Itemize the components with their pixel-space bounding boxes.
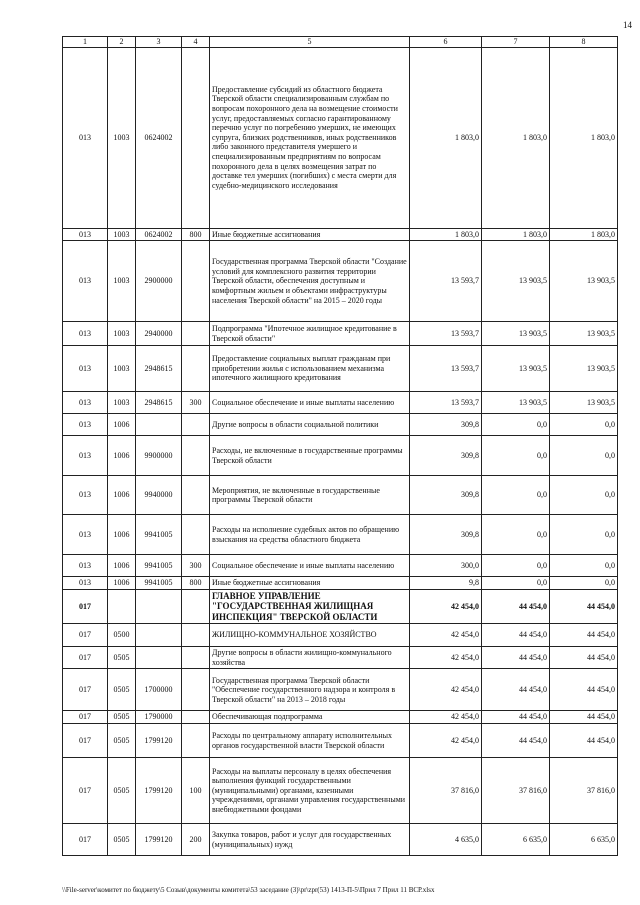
description-cell: Другие вопросы в области социальной политики (210, 414, 410, 436)
column-header: 1 (63, 37, 108, 48)
code-cell: 800 (182, 228, 210, 241)
amount-cell: 13 903,5 (550, 322, 618, 346)
code-cell (136, 624, 182, 647)
code-cell: 013 (63, 414, 108, 436)
description-cell: Предоставление социальных выплат гражданам при приобретении жилья с использованием механизма ипотечного жилищного кредитования (210, 346, 410, 392)
amount-cell: 13 903,5 (550, 241, 618, 322)
amount-cell: 13 593,7 (410, 346, 482, 392)
amount-cell: 42 454,0 (410, 589, 482, 624)
code-cell: 2900000 (136, 241, 182, 322)
code-cell (182, 711, 210, 724)
code-cell: 0624002 (136, 228, 182, 241)
code-cell: 1006 (108, 436, 136, 476)
file-path-footer: \\File-server\комитет по бюджету\5 Созыв\документы комитета\53 заседание (3)\pr\zpr(53) 1413-П-5\Прил 7 Прил 11 ВСР.xlsx (62, 886, 435, 894)
table-row (63, 669, 618, 711)
code-cell: 017 (63, 724, 108, 758)
code-cell: 0500 (108, 624, 136, 647)
code-cell: 017 (63, 824, 108, 856)
amount-cell: 44 454,0 (482, 711, 550, 724)
amount-cell: 1 803,0 (410, 47, 482, 228)
code-cell (182, 322, 210, 346)
table-row (63, 647, 618, 669)
amount-cell: 309,8 (410, 414, 482, 436)
code-cell (136, 414, 182, 436)
code-cell (136, 647, 182, 669)
code-cell (182, 669, 210, 711)
code-cell: 1006 (108, 555, 136, 577)
code-cell: 9900000 (136, 436, 182, 476)
code-cell: 013 (63, 322, 108, 346)
code-cell: 100 (182, 758, 210, 824)
code-cell: 013 (63, 515, 108, 555)
amount-cell: 44 454,0 (550, 724, 618, 758)
code-cell: 0505 (108, 758, 136, 824)
amount-cell: 13 593,7 (410, 241, 482, 322)
column-header: 4 (182, 37, 210, 48)
description-cell: Социальное обеспечение и иные выплаты населению (210, 555, 410, 577)
code-cell: 1006 (108, 414, 136, 436)
amount-cell: 309,8 (410, 436, 482, 476)
code-cell: 1003 (108, 392, 136, 414)
code-cell: 200 (182, 824, 210, 856)
code-cell: 0505 (108, 647, 136, 669)
description-cell: Другие вопросы в области жилищно-коммунального хозяйства (210, 647, 410, 669)
budget-table (62, 36, 618, 856)
amount-cell: 13 903,5 (550, 392, 618, 414)
amount-cell: 44 454,0 (482, 724, 550, 758)
amount-cell: 44 454,0 (482, 624, 550, 647)
code-cell: 1006 (108, 577, 136, 590)
code-cell (182, 515, 210, 555)
amount-cell: 0,0 (482, 577, 550, 590)
amount-cell: 37 816,0 (482, 758, 550, 824)
table-header-row (63, 37, 618, 48)
code-cell: 1003 (108, 241, 136, 322)
amount-cell: 0,0 (482, 555, 550, 577)
code-cell (182, 476, 210, 515)
code-cell: 1790000 (136, 711, 182, 724)
code-cell: 0624002 (136, 47, 182, 228)
amount-cell: 13 903,5 (482, 322, 550, 346)
amount-cell: 13 903,5 (550, 346, 618, 392)
code-cell: 013 (63, 47, 108, 228)
amount-cell: 13 903,5 (482, 392, 550, 414)
code-cell: 0505 (108, 824, 136, 856)
code-cell: 2948615 (136, 346, 182, 392)
code-cell (182, 624, 210, 647)
amount-cell: 44 454,0 (550, 669, 618, 711)
table-row (63, 824, 618, 856)
column-header: 8 (550, 37, 618, 48)
code-cell: 9940000 (136, 476, 182, 515)
amount-cell: 42 454,0 (410, 711, 482, 724)
column-header: 5 (210, 37, 410, 48)
code-cell (182, 647, 210, 669)
amount-cell: 42 454,0 (410, 669, 482, 711)
column-header: 2 (108, 37, 136, 48)
amount-cell: 300,0 (410, 555, 482, 577)
description-cell: Обеспечивающая подпрограмма (210, 711, 410, 724)
code-cell: 1003 (108, 228, 136, 241)
amount-cell: 9,8 (410, 577, 482, 590)
code-cell (182, 589, 210, 624)
code-cell: 800 (182, 577, 210, 590)
code-cell: 300 (182, 392, 210, 414)
code-cell: 1003 (108, 47, 136, 228)
code-cell: 1006 (108, 476, 136, 515)
amount-cell: 0,0 (482, 515, 550, 555)
description-cell: Иные бюджетные ассигнования (210, 228, 410, 241)
page-number: 14 (623, 20, 632, 30)
amount-cell: 37 816,0 (410, 758, 482, 824)
code-cell: 013 (63, 436, 108, 476)
table-row (63, 711, 618, 724)
code-cell: 1799120 (136, 724, 182, 758)
amount-cell: 0,0 (550, 555, 618, 577)
code-cell: 013 (63, 346, 108, 392)
description-cell: Социальное обеспечение и иные выплаты населению (210, 392, 410, 414)
amount-cell: 44 454,0 (550, 711, 618, 724)
amount-cell: 6 635,0 (482, 824, 550, 856)
code-cell: 1006 (108, 515, 136, 555)
table-row (63, 577, 618, 590)
code-cell: 017 (63, 758, 108, 824)
amount-cell: 44 454,0 (550, 647, 618, 669)
description-cell: Расходы на выплаты персоналу в целях обеспечения выполнения функций государственными (муниципальными) органами, казенными учреждениями, органами управления государственными внебюджетными фондами (210, 758, 410, 824)
code-cell: 2940000 (136, 322, 182, 346)
amount-cell: 13 903,5 (482, 241, 550, 322)
code-cell: 013 (63, 241, 108, 322)
table-row (63, 555, 618, 577)
table-row (63, 724, 618, 758)
table-row (63, 241, 618, 322)
table-row (63, 436, 618, 476)
table-row (63, 589, 618, 624)
amount-cell: 1 803,0 (482, 47, 550, 228)
amount-cell: 309,8 (410, 515, 482, 555)
code-cell: 013 (63, 577, 108, 590)
amount-cell: 0,0 (482, 436, 550, 476)
table-row (63, 322, 618, 346)
amount-cell: 44 454,0 (550, 589, 618, 624)
code-cell: 013 (63, 476, 108, 515)
description-cell: Расходы, не включенные в государственные программы Тверской области (210, 436, 410, 476)
description-cell: ЖИЛИЩНО-КОММУНАЛЬНОЕ ХОЗЯЙСТВО (210, 624, 410, 647)
column-header: 7 (482, 37, 550, 48)
table-row (63, 758, 618, 824)
code-cell (182, 436, 210, 476)
amount-cell: 309,8 (410, 476, 482, 515)
code-cell: 0505 (108, 669, 136, 711)
amount-cell: 0,0 (550, 515, 618, 555)
amount-cell: 1 803,0 (550, 228, 618, 241)
amount-cell: 1 803,0 (410, 228, 482, 241)
table-row (63, 414, 618, 436)
description-cell: Расходы по центральному аппарату исполнительных органов государственной власти Тверской области (210, 724, 410, 758)
code-cell: 9941005 (136, 555, 182, 577)
code-cell: 9941005 (136, 515, 182, 555)
code-cell: 1799120 (136, 824, 182, 856)
code-cell: 017 (63, 624, 108, 647)
code-cell (108, 589, 136, 624)
column-header: 3 (136, 37, 182, 48)
code-cell (182, 241, 210, 322)
amount-cell: 42 454,0 (410, 724, 482, 758)
code-cell: 2948615 (136, 392, 182, 414)
description-cell: Мероприятия, не включенные в государственные программы Тверской области (210, 476, 410, 515)
description-cell: Подпрограмма "Ипотечное жилищное кредитование в Тверской области" (210, 322, 410, 346)
amount-cell: 4 635,0 (410, 824, 482, 856)
amount-cell: 0,0 (550, 577, 618, 590)
code-cell (182, 346, 210, 392)
code-cell: 017 (63, 669, 108, 711)
amount-cell: 44 454,0 (482, 589, 550, 624)
amount-cell: 0,0 (482, 476, 550, 515)
code-cell: 0505 (108, 711, 136, 724)
description-cell: Закупка товаров, работ и услуг для государственных (муниципальных) нужд (210, 824, 410, 856)
description-cell: Иные бюджетные ассигнования (210, 577, 410, 590)
amount-cell: 44 454,0 (482, 669, 550, 711)
amount-cell: 0,0 (482, 414, 550, 436)
column-header: 6 (410, 37, 482, 48)
amount-cell: 13 593,7 (410, 322, 482, 346)
code-cell: 1003 (108, 346, 136, 392)
table-row (63, 47, 618, 228)
table-row (63, 515, 618, 555)
table-row (63, 392, 618, 414)
amount-cell: 13 593,7 (410, 392, 482, 414)
code-cell: 1700000 (136, 669, 182, 711)
table-row (63, 476, 618, 515)
code-cell: 9941005 (136, 577, 182, 590)
amount-cell: 42 454,0 (410, 624, 482, 647)
code-cell (182, 414, 210, 436)
code-cell (136, 589, 182, 624)
code-cell: 300 (182, 555, 210, 577)
description-cell: Расходы на исполнение судебных актов по обращению взыскания на средства областного бюджета (210, 515, 410, 555)
amount-cell: 1 803,0 (482, 228, 550, 241)
description-cell: Государственная программа Тверской области "Создание условий для комплексного развития территории Тверской области, обеспечения доступным и комфортным жильем и объектами инфраструктуры населения Тверской области" на 2015 – 2020 годы (210, 241, 410, 322)
description-cell: Государственная программа Тверской области "Обеспечение государственного надзора и контроля в Тверской области" на 2013 – 2018 годы (210, 669, 410, 711)
amount-cell: 37 816,0 (550, 758, 618, 824)
code-cell: 013 (63, 392, 108, 414)
code-cell: 017 (63, 711, 108, 724)
amount-cell: 13 903,5 (482, 346, 550, 392)
table-row (63, 624, 618, 647)
amount-cell: 0,0 (550, 476, 618, 515)
code-cell (182, 724, 210, 758)
amount-cell: 44 454,0 (482, 647, 550, 669)
code-cell: 017 (63, 589, 108, 624)
code-cell (182, 47, 210, 228)
code-cell: 013 (63, 228, 108, 241)
code-cell: 0505 (108, 724, 136, 758)
amount-cell: 1 803,0 (550, 47, 618, 228)
table-row (63, 346, 618, 392)
table-body (63, 37, 618, 856)
amount-cell: 0,0 (550, 436, 618, 476)
amount-cell: 44 454,0 (550, 624, 618, 647)
table-row (63, 228, 618, 241)
code-cell: 013 (63, 555, 108, 577)
code-cell: 1003 (108, 322, 136, 346)
code-cell: 017 (63, 647, 108, 669)
amount-cell: 6 635,0 (550, 824, 618, 856)
amount-cell: 0,0 (550, 414, 618, 436)
code-cell: 1799120 (136, 758, 182, 824)
description-cell: ГЛАВНОЕ УПРАВЛЕНИЕ "ГОСУДАРСТВЕННАЯ ЖИЛИЩНАЯ ИНСПЕКЦИЯ" ТВЕРСКОЙ ОБЛАСТИ (210, 589, 410, 624)
description-cell: Предоставление субсидий из областного бюджета Тверской области специализированным службам по вопросам похоронного дела на возмещение стоимости услуг, предоставляемых согласно гарантированному перечню услуг по погребению умерших, не имеющих супруга, близких родственников, иных родственников либо законного представителя умершего и специализированным предприятиям по вопросам похоронного дела в целях возмещения затрат по доставке тел умерших (погибших) с места смерти для судебно-медицинского исследования (210, 47, 410, 228)
amount-cell: 42 454,0 (410, 647, 482, 669)
